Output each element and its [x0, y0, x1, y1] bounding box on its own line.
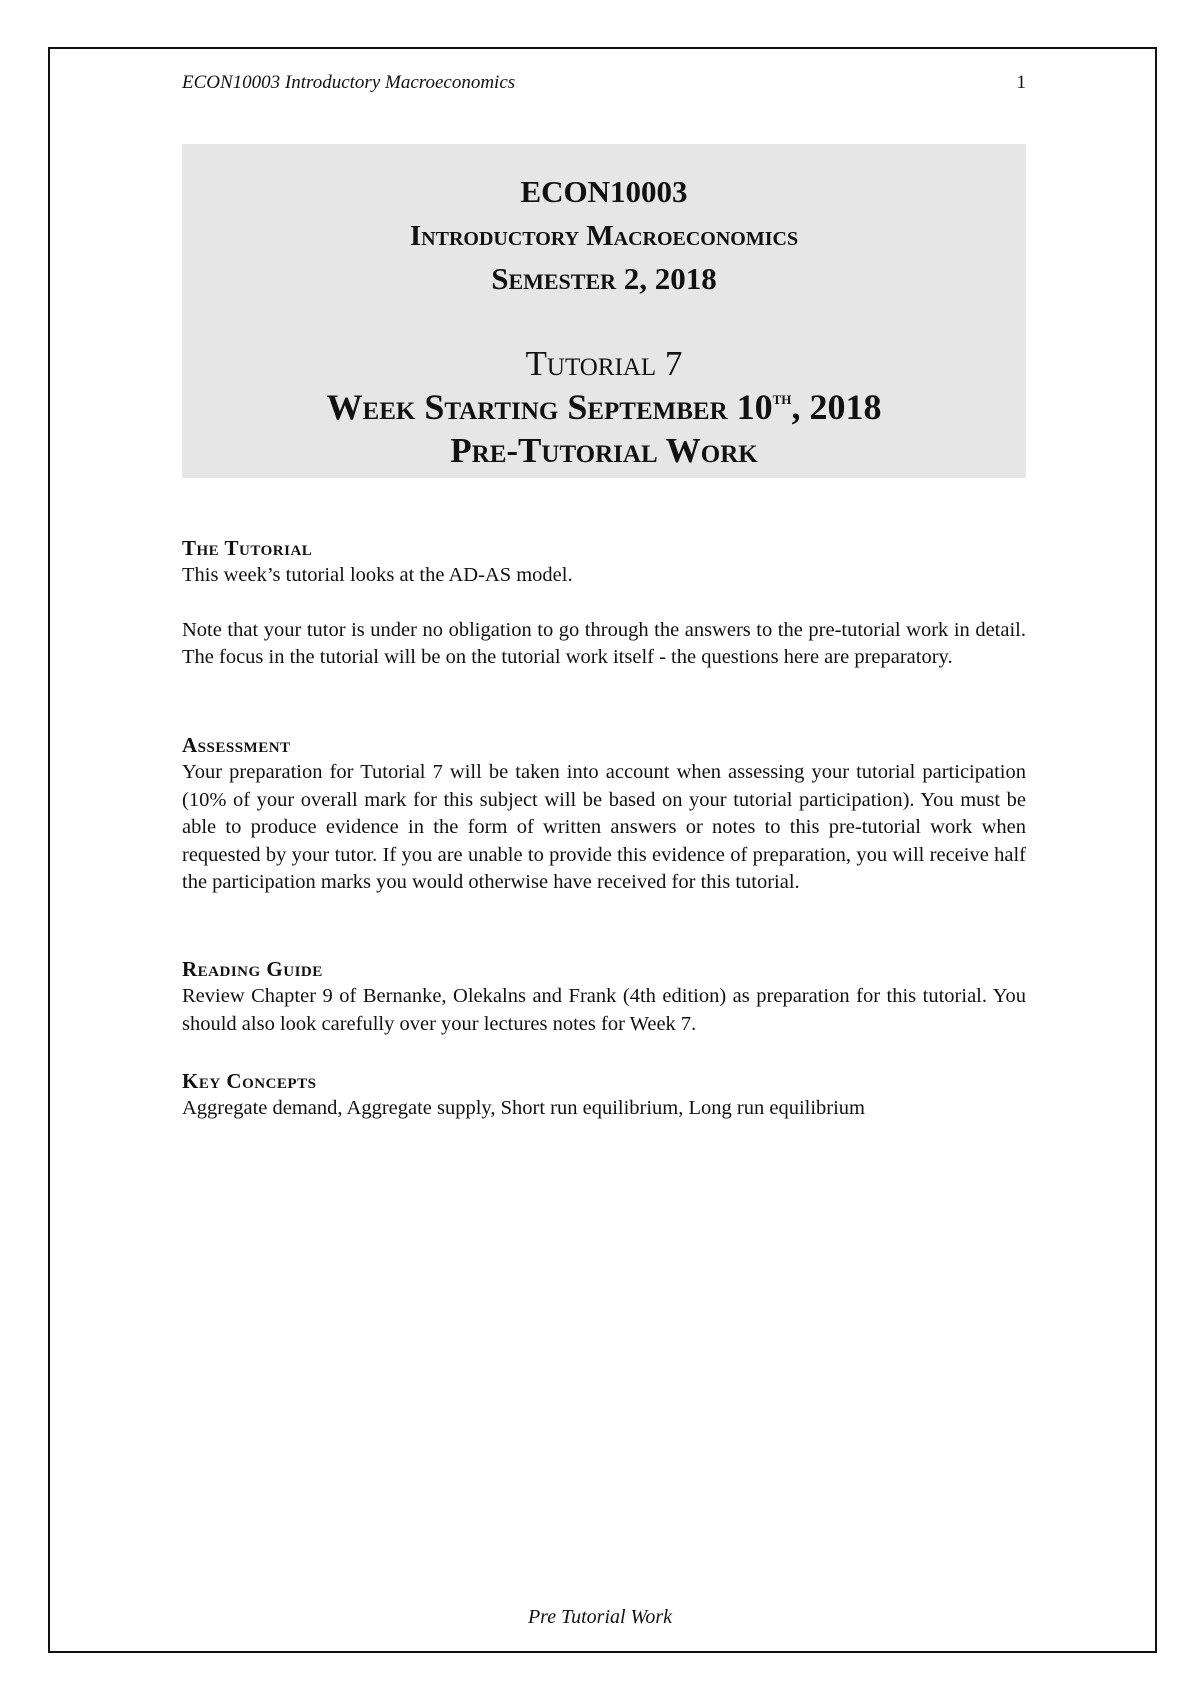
week-suffix: , 2018 — [791, 387, 882, 427]
section-heading: The Tutorial — [182, 536, 313, 560]
week-superscript: th — [772, 388, 792, 408]
section-paragraph: Review Chapter 9 of Bernanke, Olekalns and Frank (4th edition) as preparation for this tutorial. You should also look carefully over your lectures notes for Week 7. — [182, 985, 1026, 1035]
course-name: Introductory Macroeconomics — [409, 220, 799, 252]
week-starting-line — [182, 386, 1026, 428]
section-the-tutorial — [182, 534, 1026, 672]
page-number: 1 — [1016, 72, 1026, 93]
section-paragraph: Note that your tutor is under no obligation to go through the answers to the pre-tutorial work in detail. The focus in the tutorial will be on the tutorial work itself - the questions here are preparatory. — [182, 618, 1026, 668]
title-box — [182, 144, 1026, 478]
section-heading: Key Concepts — [182, 1069, 317, 1093]
running-header — [182, 72, 1026, 102]
section-heading: Reading Guide — [182, 957, 323, 981]
course-code: ECON10003 — [520, 174, 688, 209]
pre-tutorial-work-title: Pre-Tutorial Work — [450, 431, 758, 470]
section-paragraph: Aggregate demand, Aggregate supply, Short run equilibrium, Long run equilibrium — [182, 1097, 866, 1119]
header-title: ECON10003 Introductory Macroeconomics — [182, 72, 516, 93]
week-prefix: Week Starting September 10 — [326, 387, 773, 427]
tutorial-number: Tutorial 7 — [525, 344, 683, 383]
section-reading-guide — [182, 955, 1026, 1038]
section-heading: Assessment — [182, 733, 291, 757]
section-paragraph: This week’s tutorial looks at the AD-AS model. — [182, 564, 573, 586]
section-key-concepts — [182, 1067, 1026, 1123]
footer: Pre Tutorial Work — [527, 1606, 673, 1628]
section-assessment — [182, 731, 1026, 897]
semester: Semester 2, 2018 — [491, 261, 717, 296]
section-paragraph: Your preparation for Tutorial 7 will be taken into account when assessing your tutorial participation (10% of your overall mark for this subject will be based on your tutorial participation). You must be able to produce evidence in the form of written answers or notes to this pre-tutorial work when requested by your tutor. If you are unable to provide this evidence of preparation, you will receive half the participation marks you would otherwise have received for this tutorial. — [182, 761, 1026, 893]
